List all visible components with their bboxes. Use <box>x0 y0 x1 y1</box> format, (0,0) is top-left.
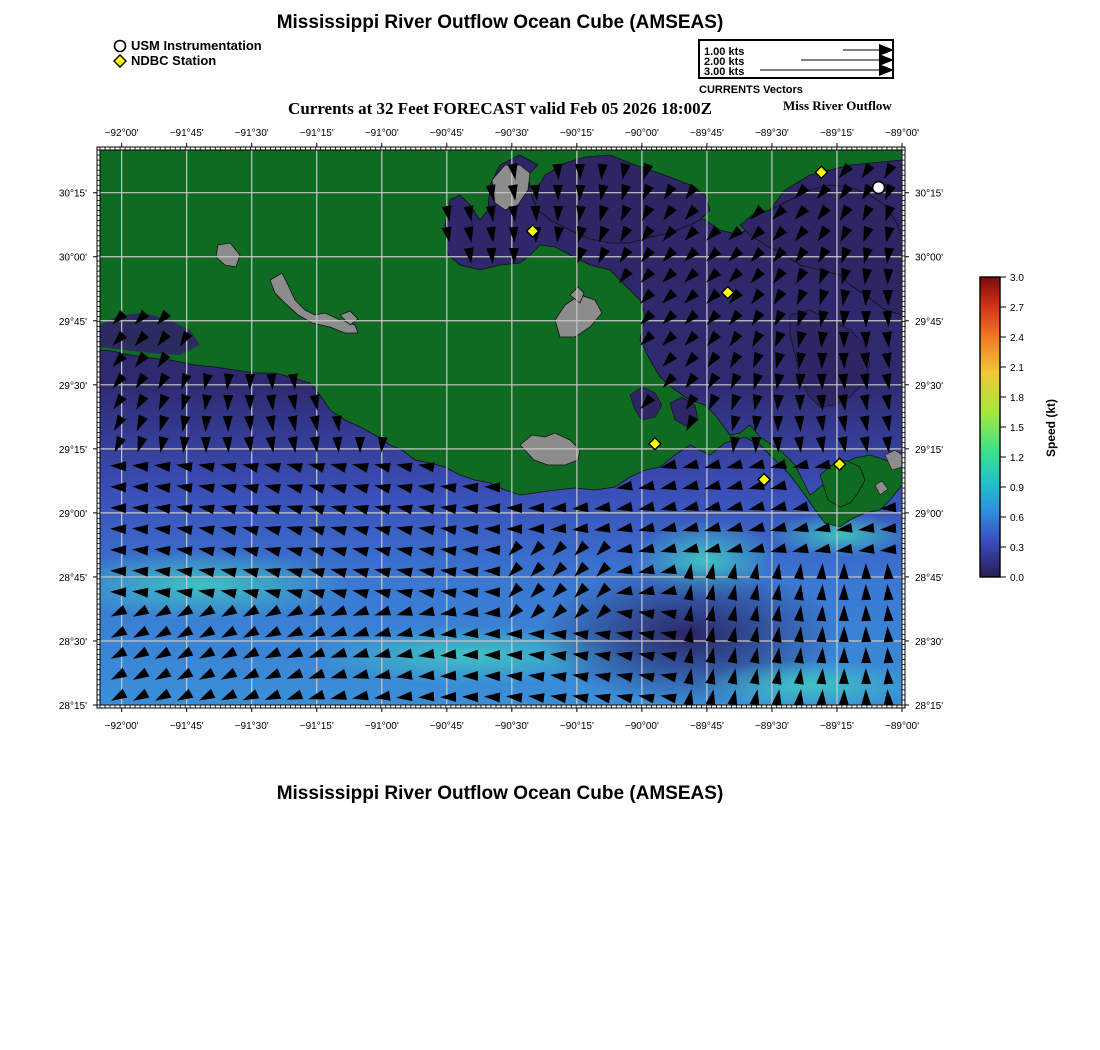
lon-label-bottom: −92°00' <box>104 721 139 732</box>
speed-colorbar <box>970 268 1070 593</box>
lat-label-right: 29°30' <box>915 380 944 392</box>
lon-label-bottom: −91°15' <box>299 721 334 732</box>
legend-usm-row <box>113 38 262 53</box>
vector-scale-2: 2.00 kts <box>704 56 745 68</box>
station-legend <box>113 38 262 68</box>
legend-ndbc-label: NDBC Station <box>131 53 217 68</box>
lon-label-top: −90°30' <box>494 128 529 139</box>
vector-scale-1: 1.00 kts <box>704 46 745 58</box>
lat-label-left: 30°15' <box>58 188 87 200</box>
vector-scale-legend <box>698 39 894 79</box>
lon-label-bottom: −91°30' <box>234 721 269 732</box>
lat-label-left: 30°00' <box>58 252 87 264</box>
lon-label-bottom: −89°30' <box>754 721 789 732</box>
lon-label-top: −90°00' <box>624 128 659 139</box>
colorbar-tick-label: 0.0 <box>1010 573 1024 584</box>
lon-label-bottom: −89°15' <box>819 721 854 732</box>
lat-label-right: 29°45' <box>915 316 944 328</box>
colorbar-tick-label: 1.2 <box>1010 453 1024 464</box>
lat-label-left: 28°15' <box>58 701 87 712</box>
lat-label-right: 29°15' <box>915 444 944 456</box>
colorbar-tick-label: 0.6 <box>1010 513 1024 524</box>
lat-label-left: 29°30' <box>58 380 87 392</box>
colorbar-ramp <box>980 277 1000 577</box>
lon-label-top: −91°15' <box>299 128 334 139</box>
lat-label-left: 28°45' <box>58 572 87 584</box>
lon-label-top: −89°00' <box>885 128 919 139</box>
bottom-map-title: Mississippi River Outflow Ocean Cube (AMSEAS) <box>276 783 724 804</box>
vector-scale-3: 3.00 kts <box>704 66 745 78</box>
lat-label-left: 29°15' <box>58 444 87 456</box>
colorbar-label: Speed (kt) <box>1044 398 1058 458</box>
colorbar-tick-label: 1.8 <box>1010 393 1024 404</box>
lon-label-bottom: −90°00' <box>624 721 659 732</box>
lon-label-bottom: −91°45' <box>169 721 204 732</box>
usm-station-marker <box>873 182 885 194</box>
colorbar-tick-label: 0.9 <box>1010 483 1024 494</box>
map-canvas <box>50 115 960 740</box>
lat-label-left: 29°00' <box>58 508 87 520</box>
colorbar-canvas <box>970 268 1070 588</box>
lon-label-top: −92°00' <box>104 128 139 139</box>
lat-label-right: 28°15' <box>915 701 944 712</box>
lon-label-bottom: −91°00' <box>364 721 399 732</box>
vector-legend-caption: CURRENTS Vectors <box>699 84 803 96</box>
lat-label-left: 28°30' <box>58 636 87 648</box>
lon-label-bottom: −90°15' <box>559 721 594 732</box>
lon-label-bottom: −90°45' <box>429 721 464 732</box>
colorbar-tick-label: 3.0 <box>1010 273 1024 284</box>
colorbar-tick-label: 2.7 <box>1010 303 1024 314</box>
lon-label-top: −91°00' <box>364 128 399 139</box>
lat-label-right: 29°00' <box>915 508 944 520</box>
lon-label-top: −91°45' <box>169 128 204 139</box>
lon-label-bottom: −89°45' <box>689 721 724 732</box>
lon-label-top: −89°15' <box>819 128 854 139</box>
usm-circle-icon <box>113 39 127 53</box>
lon-label-bottom: −90°30' <box>494 721 529 732</box>
colorbar-ticks <box>1000 273 1024 584</box>
vector-scale-arrows <box>698 39 894 79</box>
region-label: Miss River Outflow <box>783 98 892 113</box>
legend-usm-label: USM Instrumentation <box>131 38 262 53</box>
currents-map <box>50 115 960 745</box>
current-jet-west <box>50 550 350 620</box>
lon-label-top: −89°45' <box>689 128 724 139</box>
lon-label-top: −89°30' <box>754 128 789 139</box>
lat-label-left: 29°45' <box>58 316 87 328</box>
map-title: Mississippi River Outflow Ocean Cube (AMSEAS) <box>276 12 724 33</box>
lat-label-right: 30°00' <box>915 252 944 264</box>
lat-label-right: 28°30' <box>915 636 944 648</box>
lon-label-top: −90°45' <box>429 128 464 139</box>
lat-label-right: 28°45' <box>915 572 944 584</box>
map-layers <box>50 150 920 710</box>
lon-label-top: −91°30' <box>234 128 269 139</box>
lat-label-right: 30°15' <box>915 188 944 200</box>
colorbar-tick-label: 2.4 <box>1010 333 1024 344</box>
colorbar-tick-label: 0.3 <box>1010 543 1024 554</box>
colorbar-tick-label: 1.5 <box>1010 423 1024 434</box>
forecast-subtitle: Currents at 32 Feet FORECAST valid Feb 05 2026 18:00Z <box>288 99 712 118</box>
lon-label-bottom: −89°00' <box>885 721 919 732</box>
colorbar-tick-label: 2.1 <box>1010 363 1024 374</box>
legend-ndbc-row <box>113 53 262 68</box>
lon-label-top: −90°15' <box>559 128 594 139</box>
ndbc-diamond-icon <box>113 54 127 68</box>
